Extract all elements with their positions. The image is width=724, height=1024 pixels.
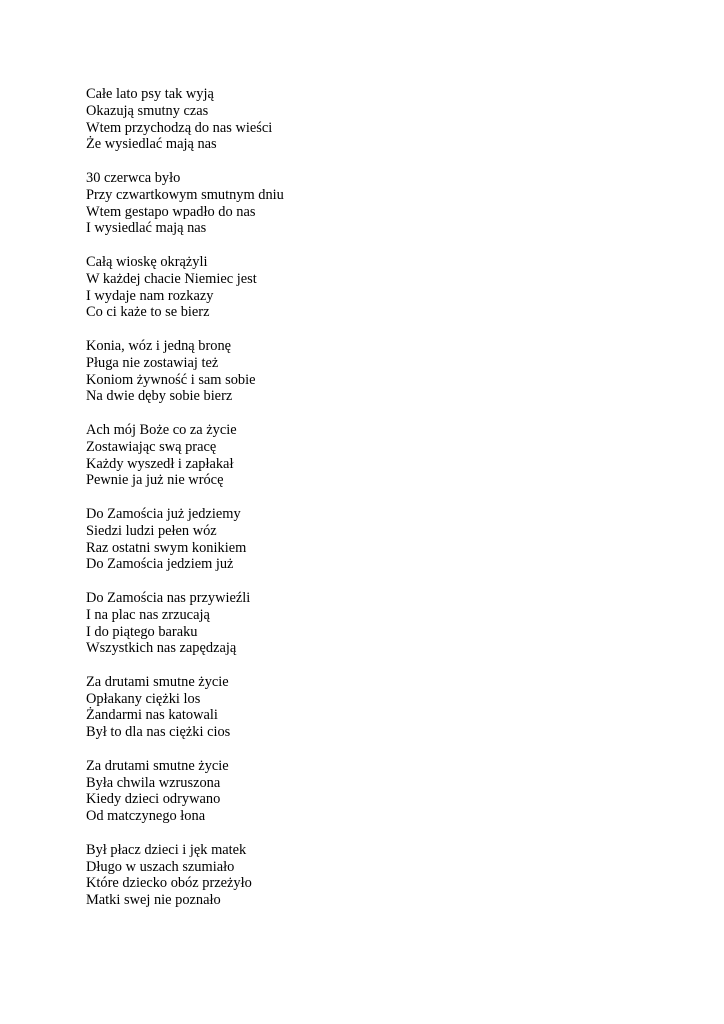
poem-line: Żandarmi nas katowali bbox=[86, 707, 218, 724]
poem-line: I na plac nas zrzucają bbox=[86, 606, 210, 623]
poem-line: Wtem przychodzą do nas wieści bbox=[86, 119, 273, 136]
poem-line: Które dziecko obóz przeżyło bbox=[86, 875, 252, 892]
poem-line: I wysiedlać mają nas bbox=[86, 220, 207, 237]
poem-text bbox=[86, 86, 646, 926]
poem-line: Pewnie ja już nie wrócę bbox=[86, 472, 224, 489]
poem-line: Wtem gestapo wpadło do nas bbox=[86, 203, 256, 220]
poem-line: Przy czwartkowym smutnym dniu bbox=[86, 186, 284, 203]
poem-line: Pługa nie zostawiaj też bbox=[86, 354, 219, 371]
stanza-6 bbox=[86, 506, 646, 573]
poem-line: Do Zamościa jedziem już bbox=[86, 556, 234, 573]
poem-line: 30 czerwca było bbox=[86, 169, 181, 186]
poem-line: Konia, wóz i jedną bronę bbox=[86, 337, 232, 354]
poem-line: I do piątego baraku bbox=[86, 623, 198, 640]
poem-line: Raz ostatni swym konikiem bbox=[86, 539, 247, 556]
stanza-9 bbox=[86, 758, 646, 825]
poem-line: Matki swej nie poznało bbox=[86, 892, 221, 909]
poem-line: Całe lato psy tak wyją bbox=[86, 86, 214, 102]
poem-line: Siedzi ludzi pełen wóz bbox=[86, 522, 217, 539]
poem-line: Że wysiedlać mają nas bbox=[86, 136, 217, 153]
poem-line: Za drutami smutne życie bbox=[86, 673, 229, 690]
poem-line: Do Zamościa już jedziemy bbox=[86, 505, 241, 522]
stanza-8 bbox=[86, 674, 646, 741]
poem-line: Co ci każe to se bierz bbox=[86, 304, 210, 321]
poem-line: Wszystkich nas zapędzają bbox=[86, 640, 237, 657]
stanza-1 bbox=[86, 86, 646, 153]
stanza-10 bbox=[86, 842, 646, 909]
poem-line: Za drutami smutne życie bbox=[86, 757, 229, 774]
stanza-4 bbox=[86, 338, 646, 405]
poem-line: Długo w uszach szumiało bbox=[86, 858, 235, 875]
poem-line: Opłakany ciężki los bbox=[86, 690, 201, 707]
poem-line: Był płacz dzieci i jęk matek bbox=[86, 841, 247, 858]
poem-line: W każdej chacie Niemiec jest bbox=[86, 270, 257, 287]
stanza-5 bbox=[86, 422, 646, 489]
poem-line: I wydaje nam rozkazy bbox=[86, 287, 214, 304]
poem-line: Do Zamościa nas przywieźli bbox=[86, 589, 251, 606]
poem-line: Okazują smutny czas bbox=[86, 102, 209, 119]
poem-line: Była chwila wzruszona bbox=[86, 774, 221, 791]
stanza-7 bbox=[86, 590, 646, 657]
poem-line: Całą wioskę okrążyli bbox=[86, 253, 208, 270]
poem-line: Ach mój Boże co za życie bbox=[86, 421, 237, 438]
poem-line: Na dwie dęby sobie bierz bbox=[86, 388, 233, 405]
poem-line: Koniom żywność i sam sobie bbox=[86, 371, 256, 388]
poem-line: Od matczynego łona bbox=[86, 808, 206, 825]
stanza-2 bbox=[86, 170, 646, 237]
poem-line: Zostawiając swą pracę bbox=[86, 438, 217, 455]
poem-line: Kiedy dzieci odrywano bbox=[86, 791, 221, 808]
poem-line: Był to dla nas ciężki cios bbox=[86, 724, 231, 741]
stanza-3 bbox=[86, 254, 646, 321]
poem-line: Każdy wyszedł i zapłakał bbox=[86, 455, 234, 472]
